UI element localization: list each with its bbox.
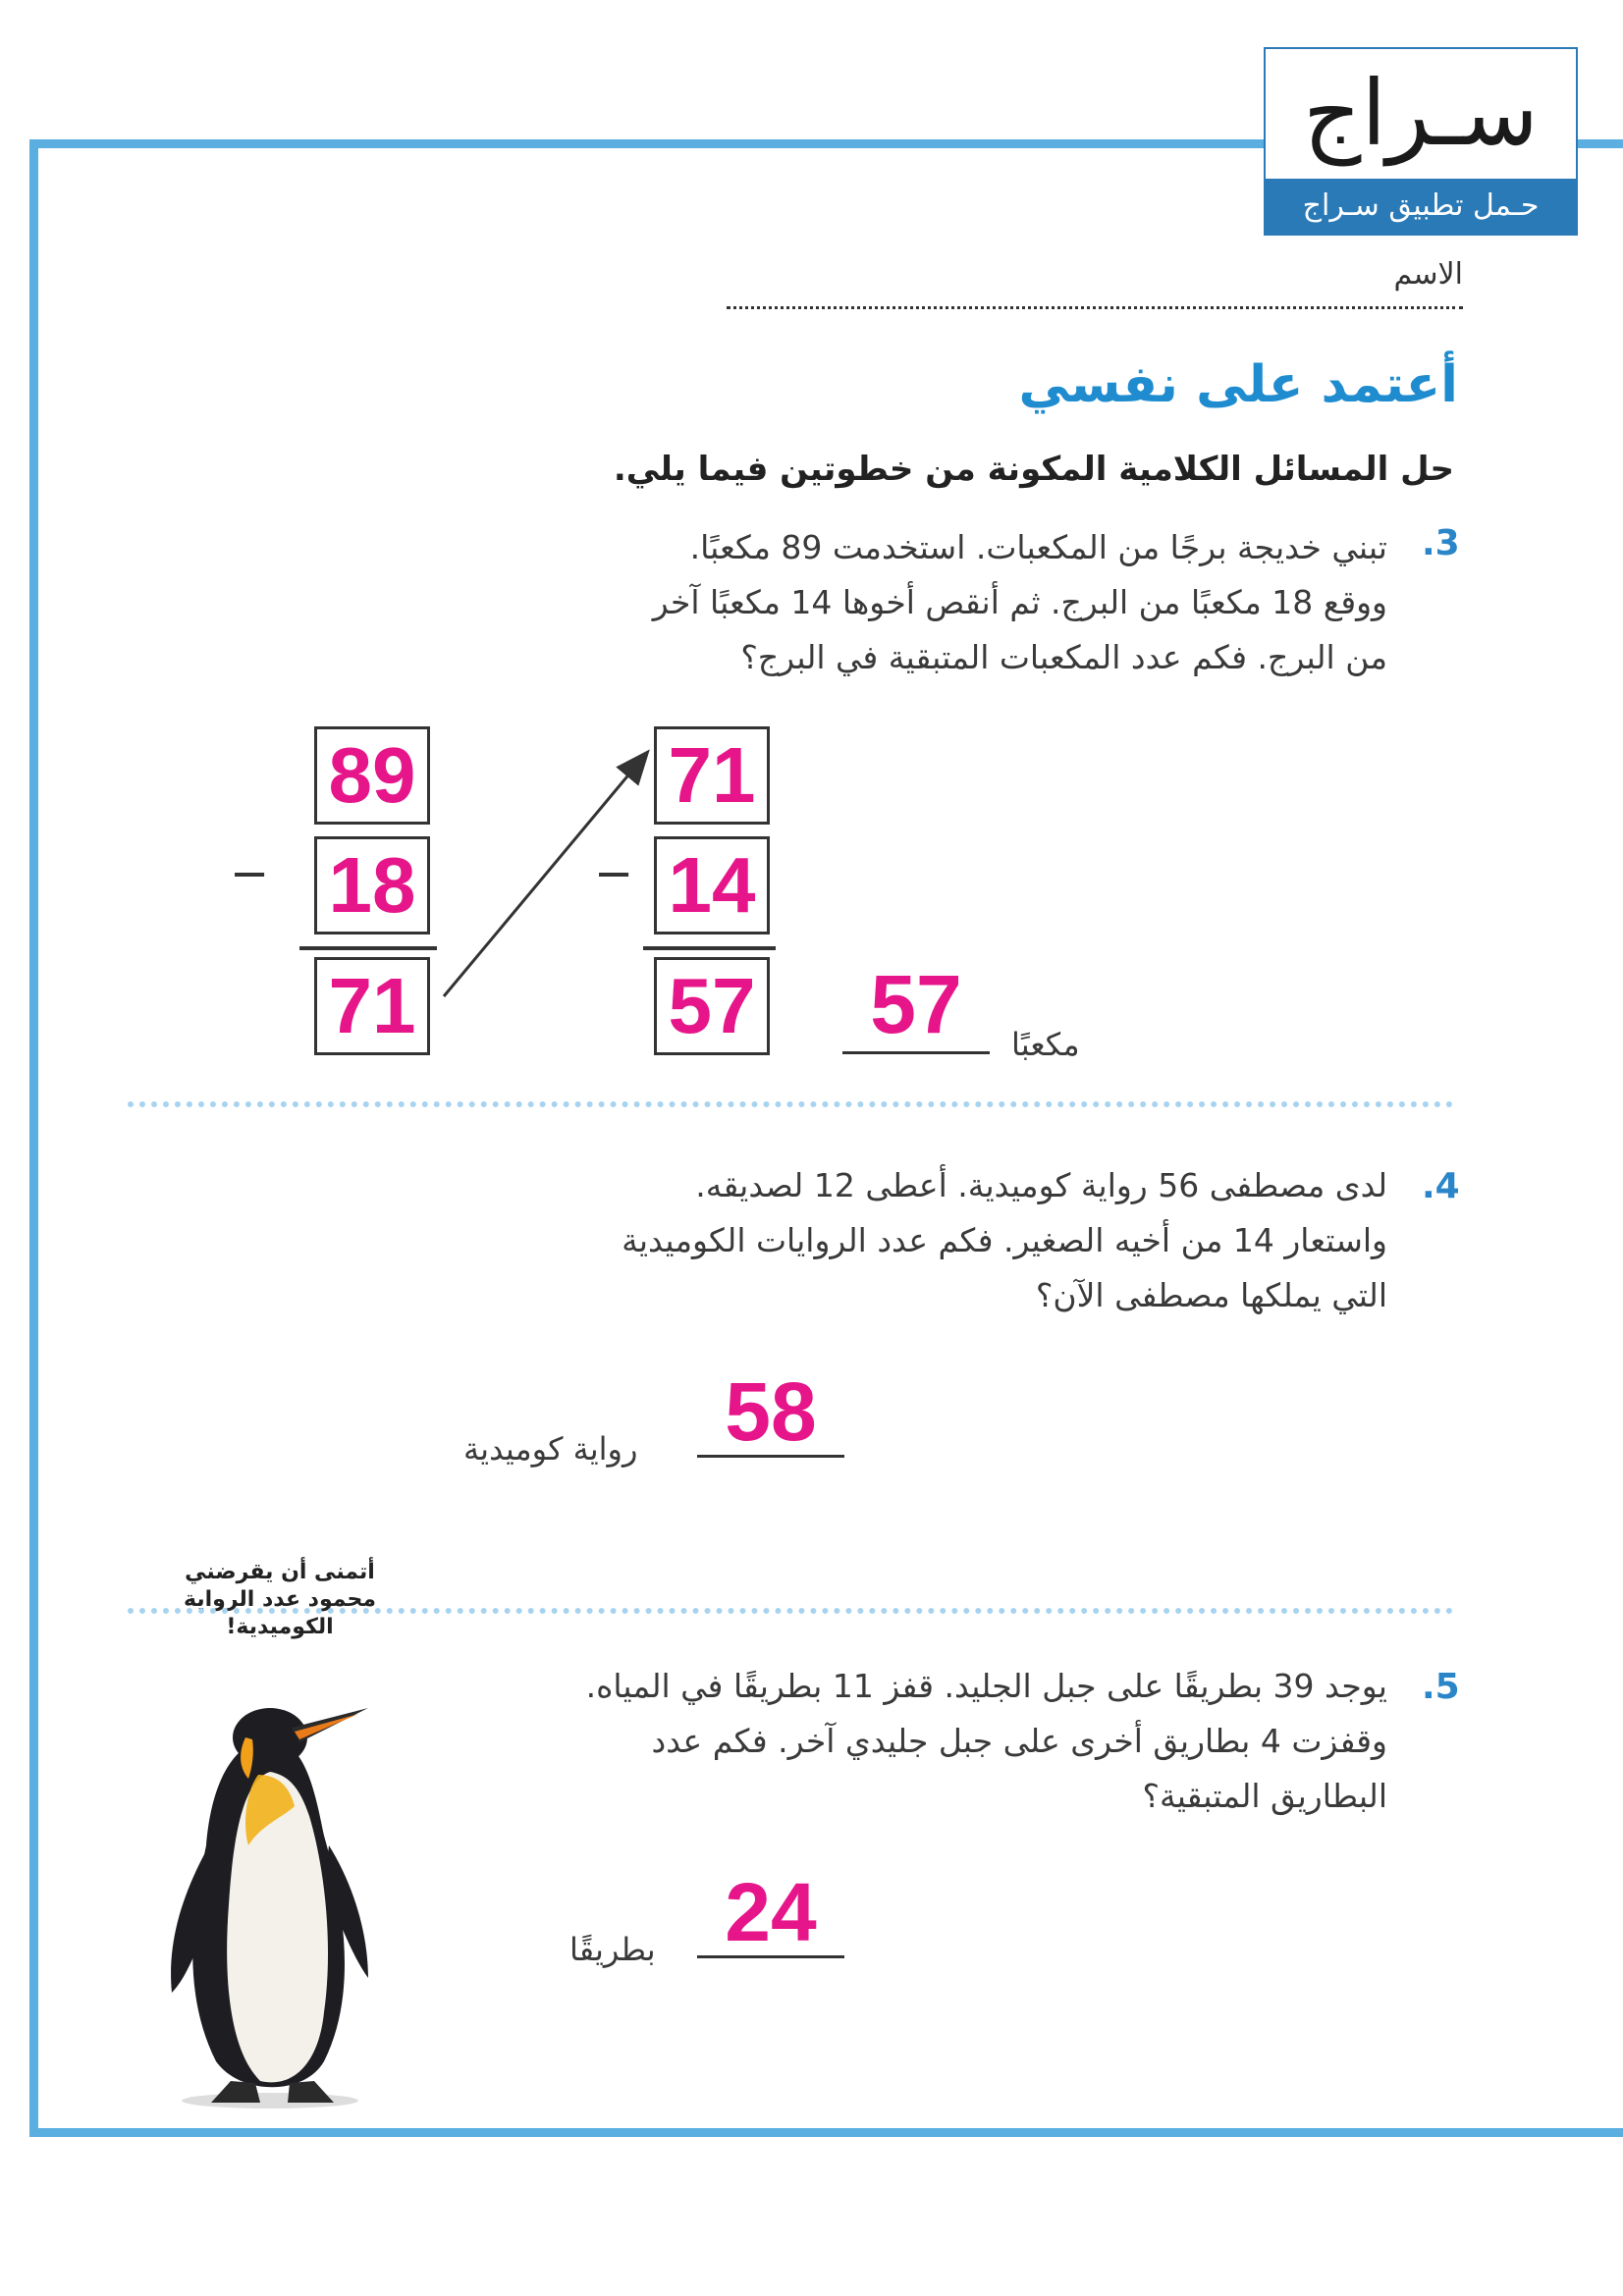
question-4-unit: رواية كوميدية	[463, 1430, 638, 1468]
calc1-subtrahend-box: 18	[314, 836, 430, 934]
brand-logo	[1264, 47, 1578, 236]
question-4-answer[interactable]: 58	[725, 1365, 817, 1458]
question-3-line-1: تبني خديجة برجًا من المكعبات. استخدمت 89 مكعبًا.	[689, 528, 1387, 566]
question-4-line-2: واستعار 14 من أخيه الصغير. فكم عدد الروايات الكوميدية	[622, 1221, 1387, 1259]
name-label: الاسم	[1393, 257, 1463, 292]
question-3-text	[504, 520, 1387, 685]
penguin-speech-bubble	[162, 1559, 398, 1641]
brand-name: سـراج	[1303, 61, 1539, 166]
question-5-line-3: البطاريق المتبقية؟	[1142, 1777, 1387, 1815]
section-divider-1	[128, 1101, 1453, 1107]
speech-line-1: أتمنى أن يقرضني	[185, 1560, 375, 1584]
question-5-text	[406, 1659, 1387, 1824]
speech-line-3: الكوميدية!	[226, 1615, 334, 1639]
question-3-answer-line	[842, 1051, 990, 1054]
calc1-minus-sign: −	[230, 846, 270, 901]
penguin-icon	[123, 1698, 378, 2110]
page-title: أعتمد على نفسي	[1018, 355, 1458, 414]
question-4-line-3: التي يملكها مصطفى الآن؟	[1035, 1276, 1387, 1314]
calc2-minuend-box: 71	[654, 726, 770, 825]
calc1-result-line	[299, 946, 437, 950]
question-5-answer-line	[697, 1955, 844, 1958]
instruction-text: حل المسائل الكلامية المكونة من خطوتين فيما يلي.	[613, 450, 1454, 489]
question-3-line-2: ووقع 18 مكعبًا من البرج. ثم أنقص أخوها 14 مكعبًا آخر	[652, 583, 1387, 621]
brand-tagline: حـمل تطبيق سـراج	[1266, 179, 1576, 234]
question-5-line-2: وقفزت 4 بطاريق أخرى على جبل جليدي آخر. فكم عدد	[651, 1722, 1387, 1760]
question-5-answer[interactable]: 24	[725, 1866, 817, 1958]
section-divider-2	[128, 1608, 1453, 1614]
calc2-result-box: 57	[654, 957, 770, 1055]
question-4-line-1: لدى مصطفى 56 رواية كوميدية. أعطى 12 لصديقه.	[695, 1166, 1387, 1204]
calc1-result-box: 71	[314, 957, 430, 1055]
calc2-subtrahend-box: 14	[654, 836, 770, 934]
question-3-answer[interactable]: 57	[870, 958, 962, 1050]
question-number-4: .4	[1422, 1166, 1460, 1206]
calc2-result-line	[643, 946, 776, 950]
question-5-unit: بطريقًا	[569, 1931, 656, 1968]
question-3-unit: مكعبًا	[1011, 1026, 1080, 1063]
question-number-3: .3	[1422, 523, 1460, 563]
calc2-minus-sign: −	[594, 846, 634, 901]
question-4-answer-line	[697, 1455, 844, 1458]
question-4-text	[504, 1158, 1387, 1323]
name-field-line[interactable]	[727, 306, 1463, 309]
question-number-5: .5	[1422, 1667, 1460, 1707]
question-3-line-3: من البرج. فكم عدد المكعبات المتبقية في البرج؟	[740, 638, 1387, 676]
question-5-line-1: يوجد 39 بطريقًا على جبل الجليد. قفز 11 بطريقًا في المياه.	[585, 1667, 1387, 1705]
speech-line-2: محمود عدد الرواية	[184, 1587, 376, 1612]
vertical-copyright-strip	[1540, 1595, 1565, 2042]
calc1-minuend-box: 89	[314, 726, 430, 825]
